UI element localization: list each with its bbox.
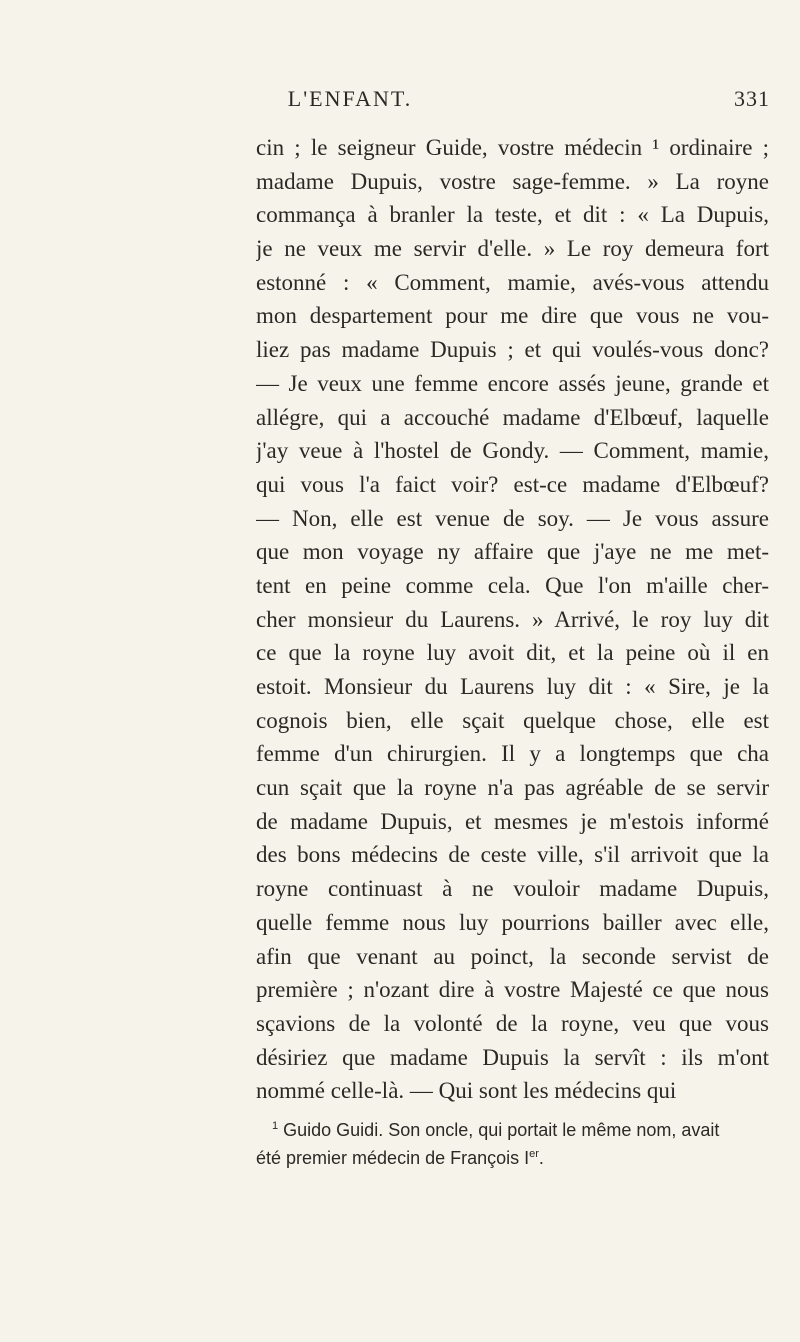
- text-line: qui vous l'a faict voir? est-ce madame d'Elbœuf?: [256, 471, 769, 497]
- text-line: des bons médecins de ceste ville, s'il arrivoit que la: [256, 842, 769, 868]
- running-head: [250, 86, 770, 112]
- footnote-text-1: Guido Guidi. Son oncle, qui portait le même nom, avait: [283, 1120, 720, 1140]
- text-line: ce que la royne luy avoit dit, et la peine où il en: [256, 640, 769, 666]
- running-title: L'ENFANT.: [287, 86, 413, 111]
- text-line: allégre, qui a accouché madame d'Elbœuf, laquelle: [256, 404, 769, 430]
- text-line: — Je veux une femme encore assés jeune, grande et: [256, 370, 769, 396]
- footnote-text-2-end: .: [538, 1148, 544, 1168]
- footnote-text-2: été premier médecin de François I: [256, 1148, 530, 1168]
- text-line: cin ; le seigneur Guide, vostre médecin ¹ ordinaire ;: [256, 135, 769, 160]
- text-line: afin que venant au poinct, la seconde servist de: [256, 943, 769, 969]
- text-line: de madame Dupuis, et mesmes je m'estois informé: [256, 808, 769, 834]
- text-line: je ne veux me servir d'elle. » Le roy demeura fort: [256, 236, 769, 262]
- footnote-marker: 1: [272, 1120, 279, 1132]
- text-line: j'ay veue à l'hostel de Gondy. — Comment, mamie,: [256, 438, 769, 464]
- footnote-line-1: [256, 1112, 769, 1140]
- text-line: première ; n'ozant dire à vostre Majesté ce que nous: [256, 977, 769, 1003]
- footnote-superscript: er: [529, 1148, 539, 1160]
- text-line: estoit. Monsieur du Laurens luy dit : « Sire, je la: [256, 674, 769, 699]
- text-line: cher monsieur du Laurens. » Arrivé, le roy luy dit: [256, 606, 769, 632]
- text-line: quelle femme nous luy pourrions bailler avec elle,: [256, 909, 769, 935]
- text-line: cognois bien, elle sçait quelque chose, elle est: [256, 707, 769, 733]
- text-line: que mon voyage ny affaire que j'aye ne me met-: [256, 539, 769, 565]
- text-line: mon despartement pour me dire que vous ne vou-: [256, 303, 769, 329]
- footnote-line-2: [256, 1140, 769, 1168]
- footnote: [256, 1112, 769, 1168]
- text-line: tent en peine comme cela. Que l'on m'aille cher-: [256, 572, 769, 598]
- text-line: femme d'un chirurgien. Il y a longtemps que cha: [256, 741, 769, 767]
- text-line: madame Dupuis, vostre sage-femme. » La royne: [256, 168, 769, 194]
- text-line: sçavions de la volonté de la royne, veu que vous: [256, 1010, 769, 1036]
- text-line: cun sçait que la royne n'a pas agréable de se servir: [256, 775, 769, 801]
- body-text: [256, 131, 769, 1108]
- text-line: désiriez que madame Dupuis la servît : ils m'ont: [256, 1044, 769, 1070]
- text-line: estonné : « Comment, mamie, avés-vous attendu: [256, 269, 769, 295]
- text-line: — Non, elle est venue de soy. — Je vous assure: [256, 505, 769, 531]
- text-line: royne continuast à ne vouloir madame Dupuis,: [256, 876, 769, 902]
- page-number: 331: [734, 86, 770, 111]
- text-line: liez pas madame Dupuis ; et qui voulés-vous donc?: [256, 337, 769, 363]
- text-line: nommé celle-là. — Qui sont les médecins qui: [256, 1078, 677, 1104]
- text-line: commança à branler la teste, et dit : « La Dupuis,: [256, 202, 769, 228]
